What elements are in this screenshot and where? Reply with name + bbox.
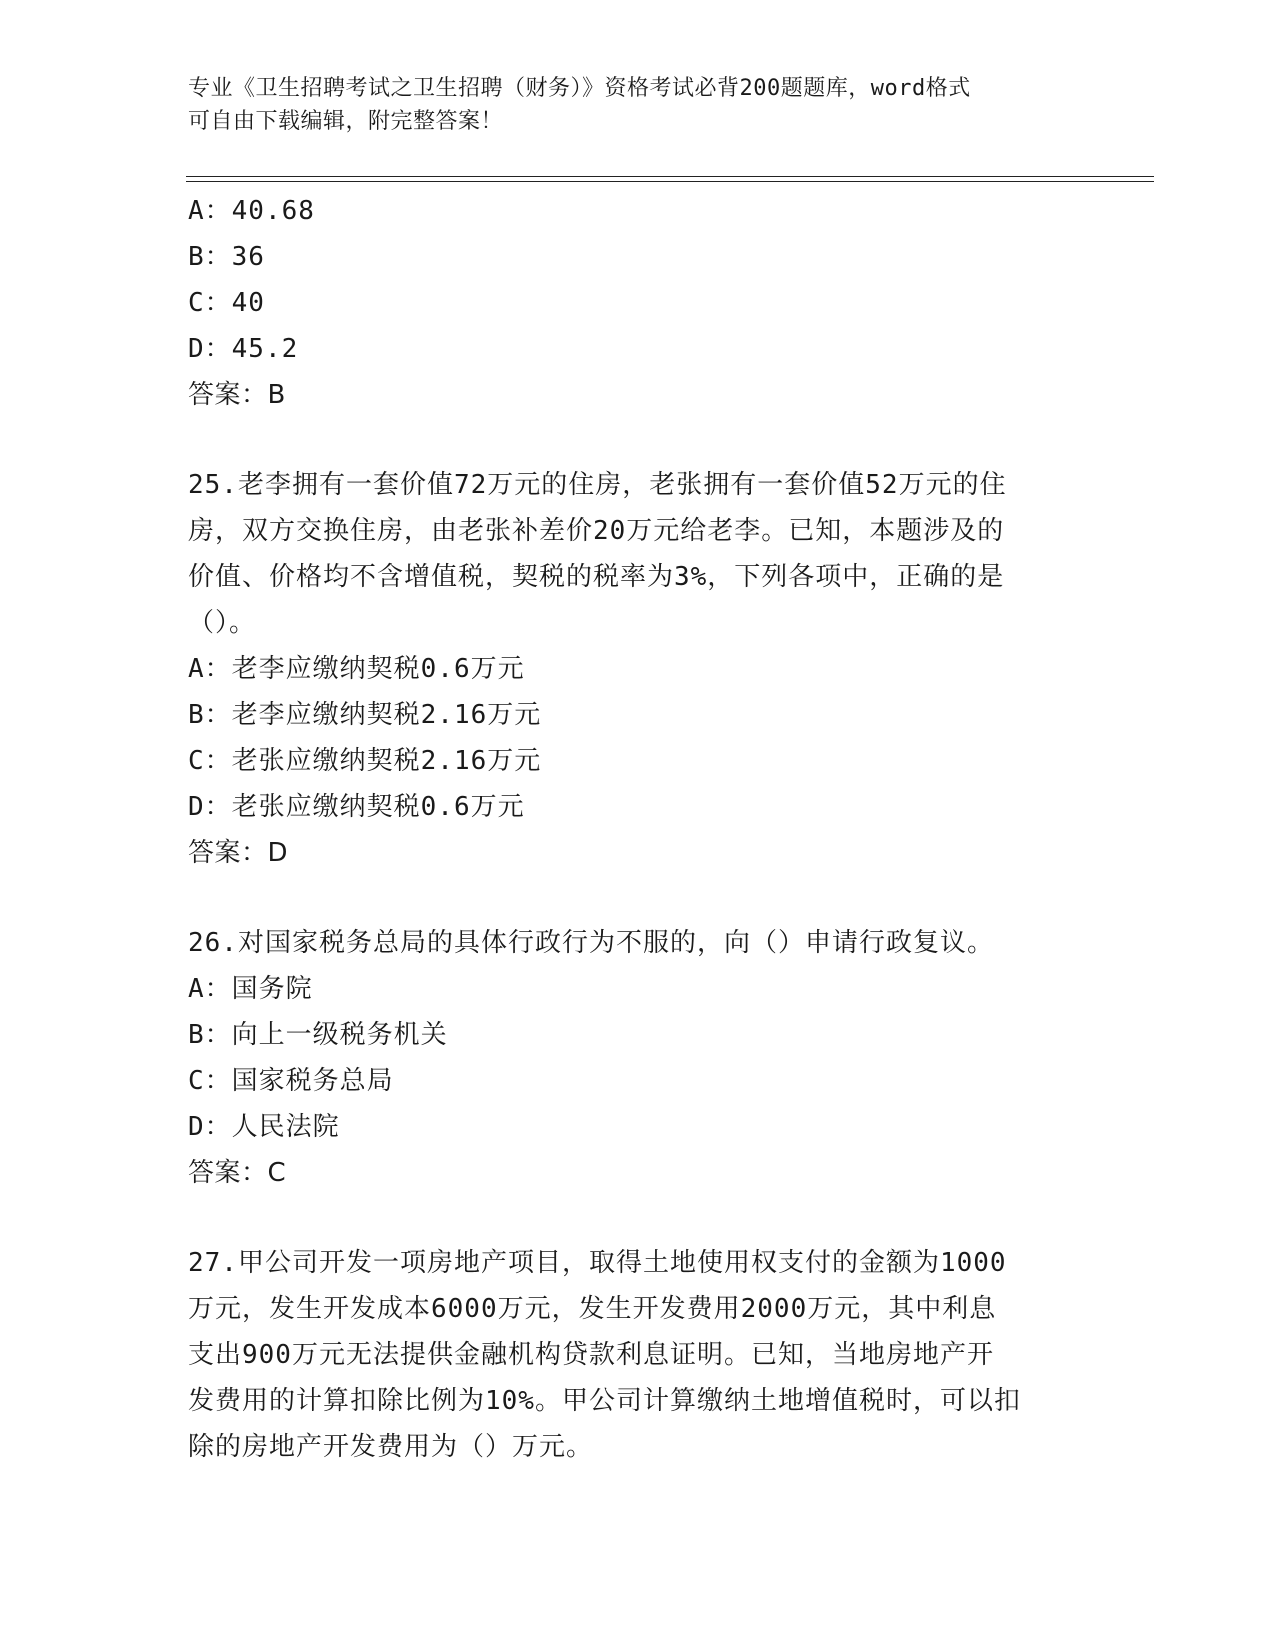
answer: 答案：C (188, 1158, 287, 1188)
option-a: A：国务院 (188, 974, 313, 1004)
header-line-2: 可自由下载编辑，附完整答案！ (188, 109, 504, 134)
question-text-line: 支出900万元无法提供金融机构贷款利息证明。已知，当地房地产开 (188, 1340, 994, 1370)
option-b: B：36 (188, 242, 265, 272)
question-text-line: 发费用的计算扣除比例为10%。甲公司计算缴纳土地增值税时，可以扣 (188, 1386, 1021, 1416)
option-d: D：45.2 (188, 334, 299, 364)
question-24 (188, 188, 1088, 418)
option-a: A：40.68 (188, 196, 315, 226)
question-27 (188, 1240, 1088, 1470)
option-c: C：国家税务总局 (188, 1066, 394, 1096)
option-d: D：老张应缴纳契税0.6万元 (188, 792, 525, 822)
header-divider-top (186, 176, 1154, 177)
question-text-line: 25.老李拥有一套价值72万元的住房，老张拥有一套价值52万元的住 (188, 470, 1007, 500)
question-text-line: 27.甲公司开发一项房地产项目，取得土地使用权支付的金额为1000 (188, 1248, 1007, 1278)
answer: 答案：B (188, 380, 286, 410)
option-b: B：向上一级税务机关 (188, 1020, 448, 1050)
answer: 答案：D (188, 838, 289, 868)
option-d: D：人民法院 (188, 1112, 340, 1142)
option-b: B：老李应缴纳契税2.16万元 (188, 700, 542, 730)
question-text-line: 万元，发生开发成本6000万元，发生开发费用2000万元，其中利息 (188, 1294, 997, 1324)
document-header (188, 72, 1088, 138)
question-text-line: 价值、价格均不含增值税，契税的税率为3%，下列各项中，正确的是 (188, 562, 1005, 592)
option-c: C：老张应缴纳契税2.16万元 (188, 746, 542, 776)
question-text-line: 房，双方交换住房，由老张补差价20万元给老李。已知，本题涉及的 (188, 516, 1005, 546)
question-26 (188, 920, 1088, 1196)
question-text-line: 26.对国家税务总局的具体行政行为不服的，向（）申请行政复议。 (188, 928, 994, 958)
question-text-line: 除的房地产开发费用为（）万元。 (188, 1432, 594, 1462)
question-25 (188, 462, 1088, 876)
question-text-line: （）。 (188, 608, 257, 638)
question-content (188, 188, 1088, 1470)
option-c: C：40 (188, 288, 265, 318)
header-divider-bottom (186, 181, 1154, 182)
option-a: A：老李应缴纳契税0.6万元 (188, 654, 525, 684)
header-line-1: 专业《卫生招聘考试之卫生招聘（财务）》资格考试必背200题题库，word格式 (188, 76, 971, 101)
